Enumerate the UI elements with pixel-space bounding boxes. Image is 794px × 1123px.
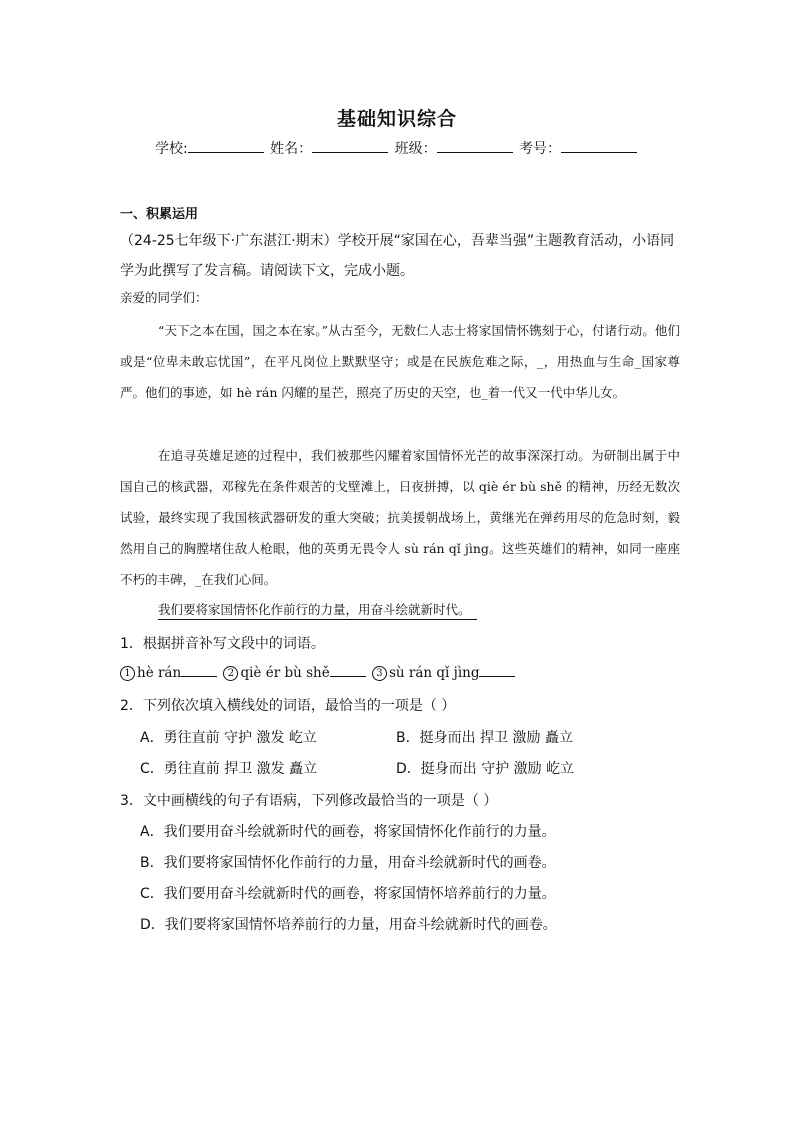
question-3-option-b[interactable]: B．我们要将家国情怀化作前行的力量，用奋斗绘就新时代的画卷。 bbox=[140, 855, 556, 871]
pinyin-item-3: sù rán qǐ jìng bbox=[388, 665, 480, 681]
question-1-stem: 1．根据拼音补写文段中的词语。 bbox=[120, 636, 325, 652]
question-2-option-b[interactable]: B．挺身而出 捍卫 激励 矗立 bbox=[396, 730, 573, 746]
answer-blank-3[interactable] bbox=[479, 664, 515, 677]
question-2-stem: 2．下列依次填入横线处的词语，最恰当的一项是（ ） bbox=[120, 698, 456, 714]
school-blank bbox=[188, 138, 264, 153]
name-label: 姓名： bbox=[270, 141, 313, 157]
page-title: 基础知识综合 bbox=[336, 108, 457, 130]
underlined-sentence: 我们要将家国情怀化作前行的力量，用奋斗绘就新时代。 bbox=[158, 600, 477, 620]
question-3-option-a[interactable]: A．我们要用奋斗绘就新时代的画卷，将家国情怀化作前行的力量。 bbox=[140, 824, 556, 840]
question-2-option-d[interactable]: D．挺身而出 守护 激励 屹立 bbox=[396, 761, 575, 777]
speech-paragraph-2: 在追寻英雄足迹的过程中，我们被那些闪耀着家国情怀光芒的故事深深打动。为研制出属于中国自己的核武器，邓稼先在条件艰苦的戈壁滩上，日夜拼搏，以 qiè ér bù shě 的精神，历经无数次试验，最终实现了我国核武器研发的重大突破；抗美援朝战场上，黄继光在弹药用尽的危急时刻，毅然用自己的胸膛堵住敌人枪眼，他的英勇无畏令人 sù rán qǐ jìng。这些英雄们的精神，如同一座座不朽的丰碑，_在我们心间。 bbox=[120, 448, 680, 587]
question-1-pinyin-items bbox=[120, 664, 517, 681]
question-3-stem: 3．文中画横线的句子有语病，下列修改最恰当的一项是（ ） bbox=[120, 793, 498, 809]
pinyin-item-1: hè rán bbox=[137, 665, 182, 681]
pinyin-item-2: qiè ér bù shě bbox=[240, 665, 330, 681]
section-heading: 一、积累运用 bbox=[120, 207, 199, 222]
school-label: 学校: bbox=[154, 141, 188, 157]
class-label: 班级： bbox=[394, 141, 437, 157]
number-label: 考号： bbox=[519, 141, 562, 157]
speech-greeting: 亲爱的同学们： bbox=[120, 290, 208, 305]
question-2-option-c[interactable]: C．勇往直前 捍卫 激发 矗立 bbox=[140, 761, 318, 777]
question-3-option-d[interactable]: D．我们要将家国情怀培养前行的力量，用奋斗绘就新时代的画卷。 bbox=[140, 917, 557, 933]
question-2-option-a[interactable]: A．勇往直前 守护 激发 屹立 bbox=[140, 730, 317, 746]
answer-blank-2[interactable] bbox=[330, 664, 366, 677]
class-blank bbox=[437, 138, 513, 153]
name-blank bbox=[312, 138, 388, 153]
answer-blank-1[interactable] bbox=[181, 664, 217, 677]
circled-number-3: 3 bbox=[372, 666, 387, 681]
circled-number-2: 2 bbox=[223, 666, 238, 681]
section-intro: （24-25七年级下·广东湛江·期末）学校开展“家国在心，吾辈当强”主题教育活动，小语同学为此撰写了发言稿。请阅读下文，完成小题。 bbox=[120, 233, 675, 279]
student-info-line bbox=[0, 138, 794, 158]
number-blank bbox=[561, 138, 637, 153]
question-3-option-c[interactable]: C．我们要用奋斗绘就新时代的画卷，将家国情怀培养前行的力量。 bbox=[140, 886, 556, 902]
circled-number-1: 1 bbox=[120, 666, 135, 681]
speech-paragraph-1: “天下之本在国，国之本在家。”从古至今，无数仁人志士将家国情怀镌刻于心，付诸行动。他们或是“位卑未敢忘忧国”，在平凡岗位上默默坚守；或是在民族危难之际，_，用热血与生命_国家尊严。他们的事迹，如 hè rán 闪耀的星芒，照亮了历史的天空，也_着一代又一代中华儿女。 bbox=[120, 323, 680, 400]
